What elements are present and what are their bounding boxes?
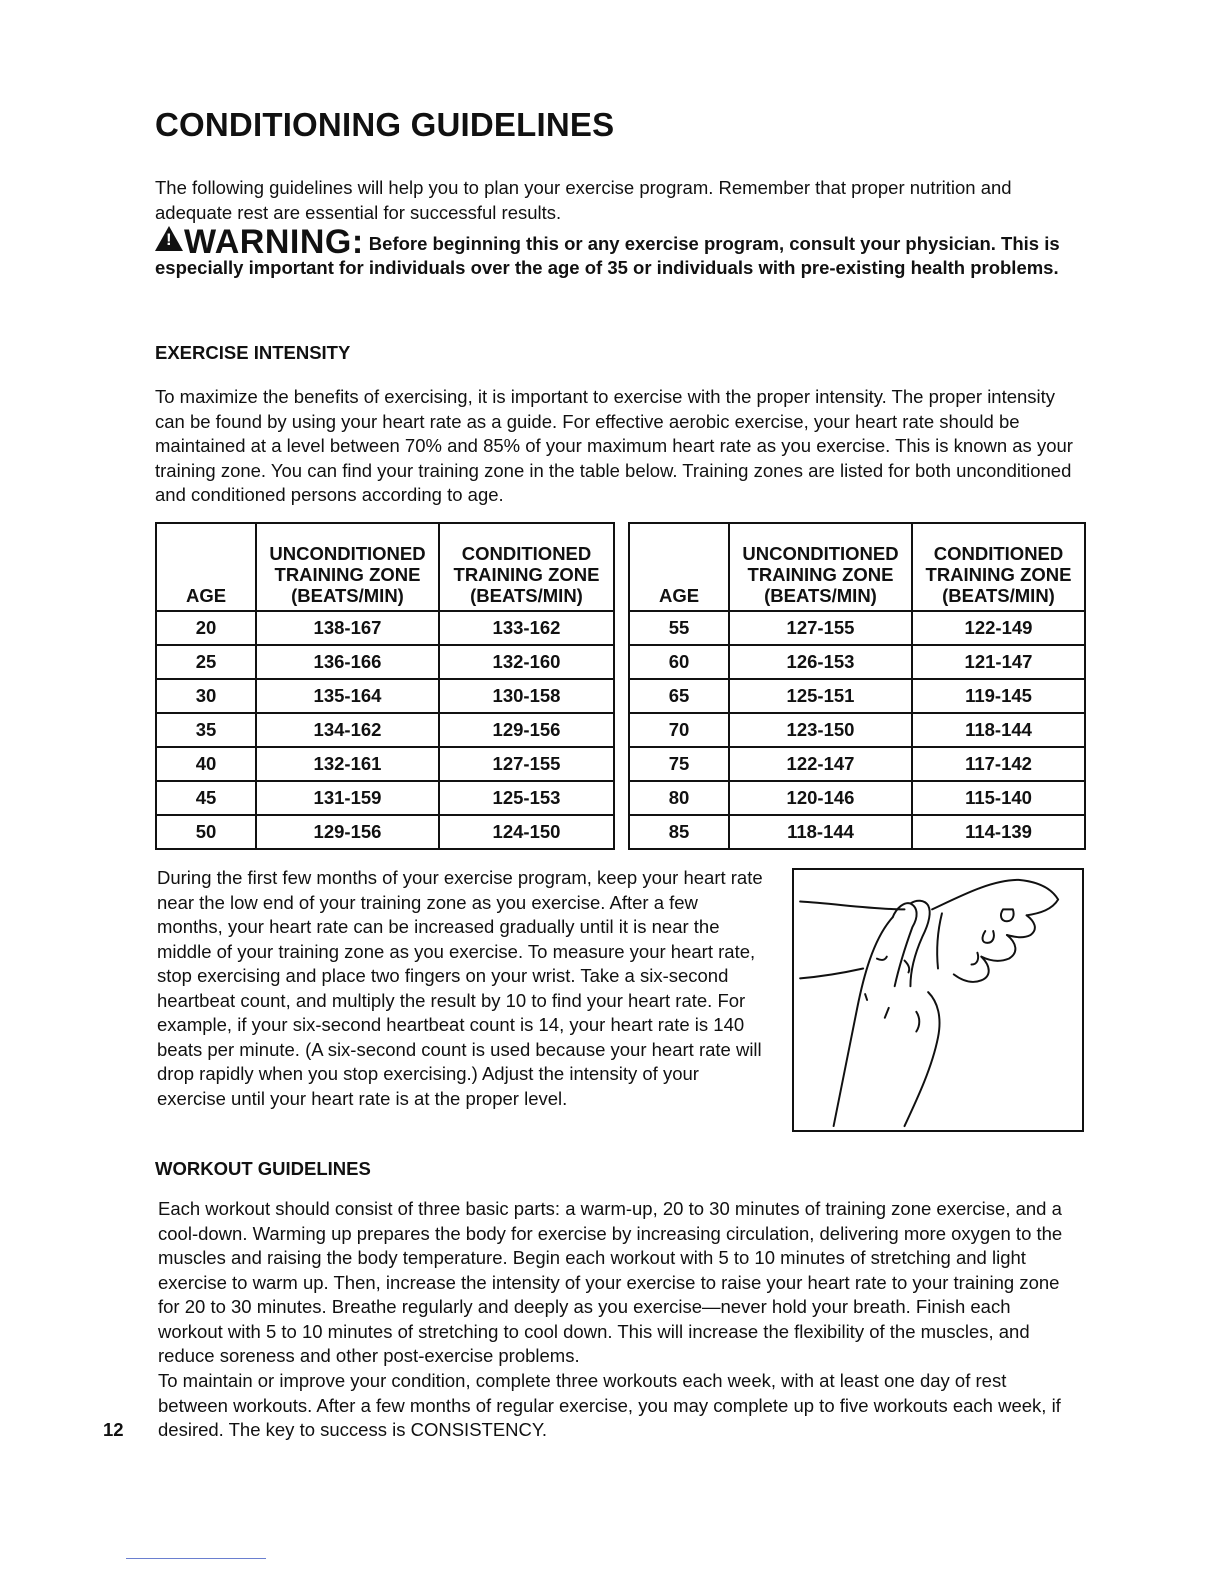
wrist-pulse-figure <box>792 868 1084 1132</box>
table-row <box>629 611 1085 645</box>
age-cell: 50 <box>156 815 256 849</box>
table-row <box>629 645 1085 679</box>
warning-text: Before beginning this or any exercise program, consult your physician. This is especially important for individuals over the age of 35 or individuals with pre-existing health problems. <box>155 233 1060 278</box>
training-zone-table-right <box>628 522 1086 850</box>
conditioned-cell: 114-139 <box>912 815 1085 849</box>
age-cell: 30 <box>156 679 256 713</box>
conditioned-cell: 119-145 <box>912 679 1085 713</box>
conditioned-cell: 130-158 <box>439 679 614 713</box>
unconditioned-cell: 132-161 <box>256 747 439 781</box>
footer-rule <box>126 1558 266 1559</box>
conditioned-cell: 125-153 <box>439 781 614 815</box>
conditioned-cell: 124-150 <box>439 815 614 849</box>
unconditioned-cell: 131-159 <box>256 781 439 815</box>
table-row <box>629 815 1085 849</box>
unconditioned-cell: 134-162 <box>256 713 439 747</box>
age-cell: 20 <box>156 611 256 645</box>
table-row <box>629 713 1085 747</box>
conditioned-cell: 127-155 <box>439 747 614 781</box>
table-row <box>156 713 614 747</box>
table-row <box>629 679 1085 713</box>
workout-frequency-paragraph: To maintain or improve your condition, complete three workouts each week, with at least one day of rest between workouts. After a few months of regular exercise, you may complete up to five workouts each week, if desired. The key to success is CONSISTENCY. <box>158 1370 1061 1440</box>
age-cell: 55 <box>629 611 729 645</box>
warning-triangle-icon <box>155 226 183 251</box>
conditioned-header: CONDITIONED TRAINING ZONE (BEATS/MIN) <box>439 523 614 611</box>
unconditioned-cell: 127-155 <box>729 611 912 645</box>
conditioned-cell: 115-140 <box>912 781 1085 815</box>
conditioned-cell: 118-144 <box>912 713 1085 747</box>
exercise-intensity-heading: EXERCISE INTENSITY <box>155 342 351 363</box>
conditioned-cell: 121-147 <box>912 645 1085 679</box>
age-header: AGE <box>629 523 729 611</box>
unconditioned-cell: 126-153 <box>729 645 912 679</box>
conditioned-header: CONDITIONED TRAINING ZONE (BEATS/MIN) <box>912 523 1085 611</box>
warning-label: WARNING: <box>184 223 364 261</box>
age-cell: 40 <box>156 747 256 781</box>
table-row <box>156 679 614 713</box>
warning-notice <box>155 223 1080 280</box>
unconditioned-cell: 118-144 <box>729 815 912 849</box>
age-cell: 80 <box>629 781 729 815</box>
unconditioned-cell: 122-147 <box>729 747 912 781</box>
unconditioned-cell: 120-146 <box>729 781 912 815</box>
age-cell: 65 <box>629 679 729 713</box>
age-cell: 70 <box>629 713 729 747</box>
table-row <box>156 815 614 849</box>
heart-rate-paragraph: During the first few months of your exercise program, keep your heart rate near the low end of your training zone as you exercise. After a few months, your heart rate can be increased gradually until it is near the middle of your training zone as you exercise. To measure your heart rate, stop exercising and place two fingers on your wrist. Take a six-second heartbeat count, and multiply the result by 10 to find your heart rate. For example, if your six-second heartbeat count is 14, your heart rate is 140 beats per minute. (A six-second count is used because your heart rate will drop rapidly when you stop exercising.) Adjust the intensity of your exercise until your heart rate is at the proper level. <box>157 867 763 1109</box>
intro-paragraph: The following guidelines will help you to plan your exercise program. Remember that proper nutrition and adequate rest are essential for successful results. <box>155 177 1012 223</box>
conditioned-cell: 133-162 <box>439 611 614 645</box>
unconditioned-cell: 129-156 <box>256 815 439 849</box>
conditioned-cell: 132-160 <box>439 645 614 679</box>
age-cell: 45 <box>156 781 256 815</box>
unconditioned-cell: 123-150 <box>729 713 912 747</box>
exercise-intensity-paragraph: To maximize the benefits of exercising, it is important to exercise with the proper intensity. The proper intensity can be found by using your heart rate as a guide. For effective aerobic exercise, your heart rate should be maintained at a level between 70% and 85% of your maximum heart rate as you exercise. This is known as your training zone. You can find your training zone in the table below. Training zones are listed for both unconditioned and conditioned persons according to age. <box>155 386 1073 505</box>
table-header-row <box>156 523 614 611</box>
age-cell: 85 <box>629 815 729 849</box>
conditioned-cell: 129-156 <box>439 713 614 747</box>
table-row <box>156 611 614 645</box>
table-row <box>156 781 614 815</box>
unconditioned-header: UNCONDITIONED TRAINING ZONE (BEATS/MIN) <box>729 523 912 611</box>
unconditioned-cell: 136-166 <box>256 645 439 679</box>
age-cell: 60 <box>629 645 729 679</box>
table-row <box>629 747 1085 781</box>
unconditioned-cell: 125-151 <box>729 679 912 713</box>
workout-guidelines-paragraph: Each workout should consist of three basic parts: a warm-up, 20 to 30 minutes of training zone exercise, and a cool-down. Warming up prepares the body for exercise by increasing circulation, delivering more oxygen to the muscles and raising the body temperature. Begin each workout with 5 to 10 minutes of stretching and light exercise to warm up. Then, increase the intensity of your exercise to raise your heart rate to your training zone for 20 to 30 minutes. Breathe regularly and deeply as you exercise—never hold your breath. Finish each workout with 5 to 10 minutes of stretching to cool down. This will increase the flexibility of the muscles, and reduce soreness and other post-exercise problems. <box>158 1198 1063 1366</box>
age-header: AGE <box>156 523 256 611</box>
table-header-row <box>629 523 1085 611</box>
conditioned-cell: 122-149 <box>912 611 1085 645</box>
workout-guidelines-heading: WORKOUT GUIDELINES <box>155 1158 371 1179</box>
conditioned-cell: 117-142 <box>912 747 1085 781</box>
unconditioned-cell: 138-167 <box>256 611 439 645</box>
age-cell: 35 <box>156 713 256 747</box>
page-title: CONDITIONING GUIDELINES <box>155 106 615 143</box>
wrist-pulse-icon <box>794 870 1082 1130</box>
age-cell: 25 <box>156 645 256 679</box>
unconditioned-cell: 135-164 <box>256 679 439 713</box>
age-cell: 75 <box>629 747 729 781</box>
unconditioned-header: UNCONDITIONED TRAINING ZONE (BEATS/MIN) <box>256 523 439 611</box>
table-row <box>156 645 614 679</box>
training-zone-table-left <box>155 522 615 850</box>
table-row <box>156 747 614 781</box>
page-number: 12 <box>103 1419 124 1440</box>
table-row <box>629 781 1085 815</box>
